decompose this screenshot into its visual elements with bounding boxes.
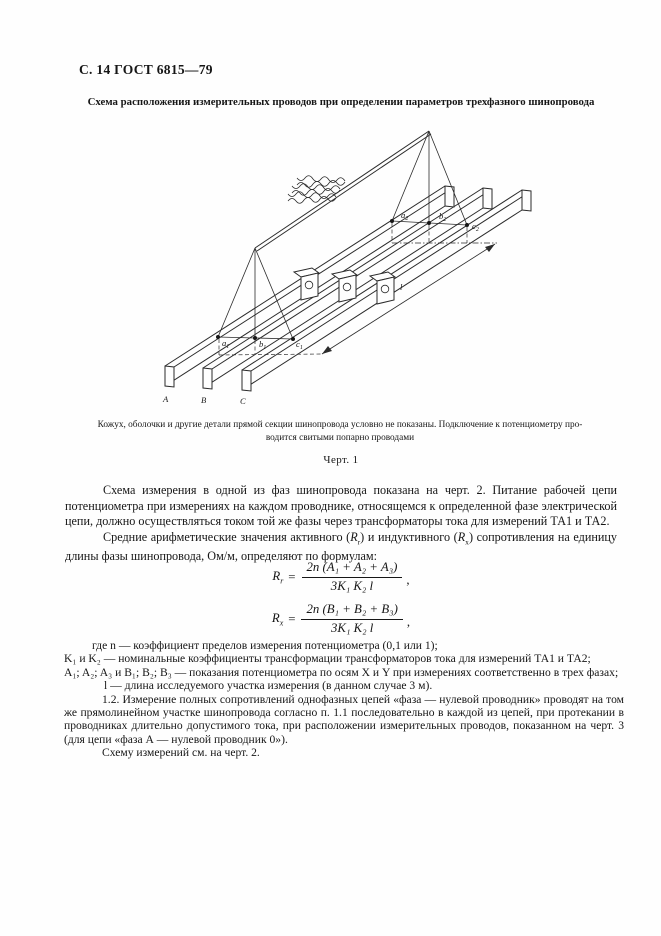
phase-b-label: B <box>201 395 207 405</box>
busbar-scheme-svg <box>140 126 580 411</box>
body-text-lower <box>64 639 624 760</box>
phase-c-label: C <box>240 396 246 406</box>
svg-text:c1: $c_1$ <box>296 339 303 351</box>
where-line-k: K₁ и K₂ — номинальные коэффициенты трансформации трансформаторов тока для измерений ТА1 и ТА2; <box>64 652 591 666</box>
paragraph-1: Схема измерения в одной из фаз шинопровода показана на черт. 2. Питание рабочей цепи потенциометра при измерениях на каждом проводнике, относящемся к определенной фазе электрической цепи, должно осуществляться током той же фазы через трансформаторы тока для измерений ТА1 и ТА2. <box>65 483 617 528</box>
formula-active-resistance: $R_r$ = $\frac{\text{2n (A₁ + A₂ + A₃)}}{\text{3K₁ K₂ l}}$ , <box>272 559 410 593</box>
twisted-pair-wires <box>288 176 345 204</box>
svg-text:c2: $c_2$ <box>472 221 479 233</box>
formula-1-numerator: 2n (A₁ + A₂ + A₃) <box>302 560 403 578</box>
svg-text:b2: $b_2$ <box>439 211 447 223</box>
formula-inductive-resistance: $R_x$ = $\frac{\text{2n (B₁ + B₂ + B₃)}}{\text{3K₁ K₂ l}}$ , <box>271 601 411 635</box>
figure-title: Схема расположения измерительных проводов при определении параметров трехфазного шинопровода <box>87 96 595 108</box>
where-line-n: где n — коэффициент пределов измерения потенциометра (0,1 или 1); <box>92 639 438 652</box>
svg-text:b1: $b_1$ <box>259 339 267 351</box>
body-text-upper <box>65 483 617 565</box>
formula-2-denominator: 3K₁ K₂ l <box>331 620 374 635</box>
paragraph-1-2: 1.2. Измерение полных сопротивлений однофазных цепей «фаза — нулевой проводник» проводят на том же прямолинейном участке шинопровода согласно п. 1.1 последовательно в каждой из цепей, при протекании в проводниках длительно допустимого тока, при расположении измерительных проводов, показанном на черт. 3 (для цепи «фаза А — нулевой проводник 0»). <box>64 692 624 746</box>
phase-a-label: A <box>163 394 169 404</box>
length-label: l <box>400 282 403 292</box>
busbar-clamps <box>294 268 395 304</box>
phase-labels <box>162 394 246 406</box>
svg-text:a1: $a_1$ <box>222 338 230 350</box>
where-line-l: l — длина исследуемого участка измерения (в данном случае 3 м). <box>104 679 433 693</box>
length-dimension <box>219 223 497 355</box>
formula-1-denominator: 3K₁ K₂ l <box>330 578 374 593</box>
figure-number: Черт. 1 <box>323 454 359 466</box>
where-line-ab: A₁; A₂; A₃ и B₁; B₂; B₃ — показания потенциометра по осям X и Y при измерениях соответственно в трех фазах; <box>64 665 619 679</box>
paragraph-final: Схему измерений см. на черт. 2. <box>102 746 260 760</box>
formula-2-numerator: 2n (B₁ + B₂ + B₃) <box>301 602 402 620</box>
svg-text:a2: $a_2$ <box>401 210 409 222</box>
figure-caption-line2: водится свитыми попарно проводами <box>265 432 415 443</box>
formula-block <box>65 556 617 640</box>
measurement-triangle-near <box>216 248 295 341</box>
page-header: С. 14 ГОСТ 6815—79 <box>79 62 213 77</box>
figure-caption-line1: Кожух, оболочки и другие детали прямой секции шинопровода условно не показаны. Подключение к потенциометру про- <box>97 420 583 430</box>
figure-drawing <box>140 126 580 411</box>
figure-caption <box>50 419 630 444</box>
paragraph-2: Средние арифметические значения активного $(R_r)$ и индуктивного $(R_x)$ сопротивления на единицу длины фазы шинопровода, Ом/м, определяют по формулам: <box>65 529 618 564</box>
